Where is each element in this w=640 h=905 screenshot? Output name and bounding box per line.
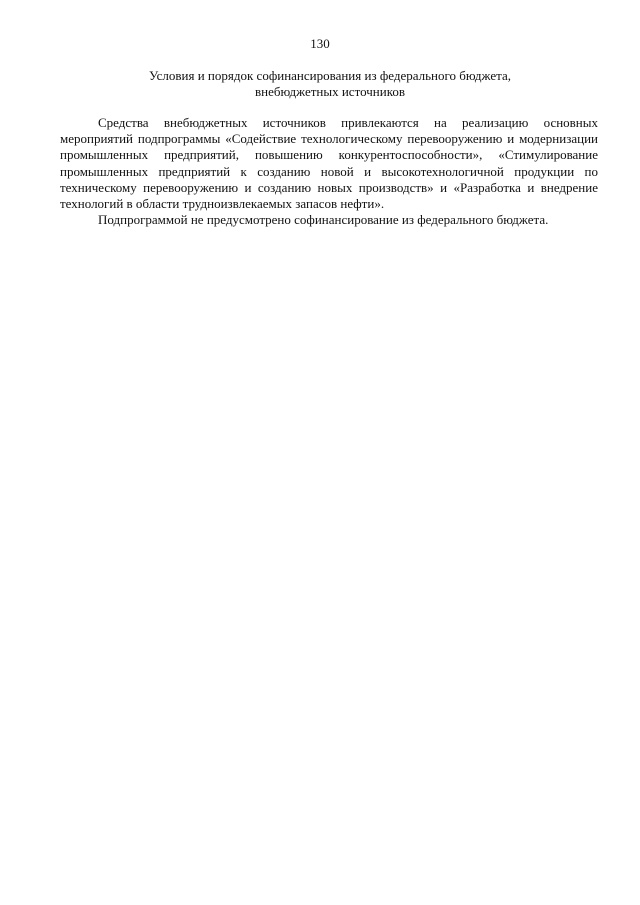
page-number: 130 [310,36,330,51]
section-heading [60,68,600,100]
paragraph-extrabudgetary-sources: Средства внебюджетных источников привлекаются на реализацию основных мероприятий подпрограммы «Содействие технологическому перевооружению и модернизации промышленных предприятий, повышению конкурентоспособности», «Стимулирование промышленных предприятий к созданию новой и высокотехнологичной продукции по техническому перевооружению и созданию новых производств» и «Разработка и внедрение технологий в области трудноизвлекаемых запасов нефти». [60,115,598,212]
document-body [60,115,598,228]
section-heading-line-2: внебюджетных источников [255,84,405,99]
section-heading-line-1: Условия и порядок софинансирования из федерального бюджета, [149,68,511,83]
paragraph-federal-cofinancing: Подпрограммой не предусмотрено софинансирование из федерального бюджета. [98,212,549,228]
